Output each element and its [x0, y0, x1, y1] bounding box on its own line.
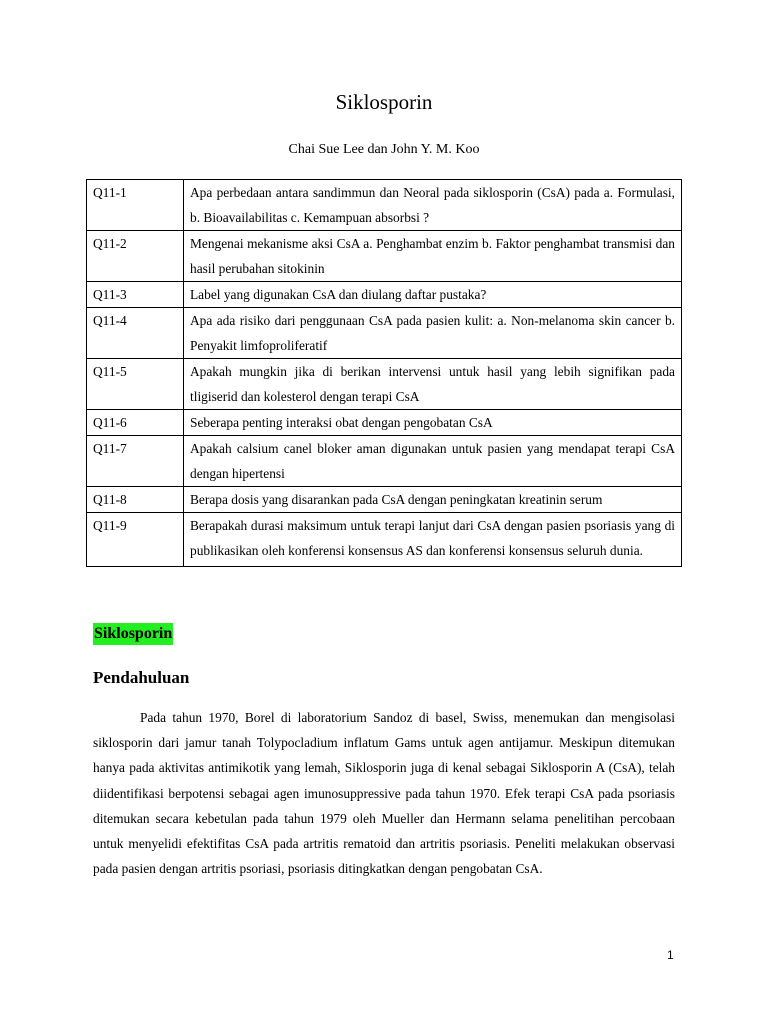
table-row	[87, 487, 682, 513]
question-id: Q11-9	[87, 513, 184, 567]
question-text: Label yang digunakan CsA dan diulang daftar pustaka?	[184, 282, 682, 308]
question-id: Q11-4	[87, 308, 184, 359]
question-id: Q11-2	[87, 231, 184, 282]
page-number: 1	[667, 948, 674, 962]
question-id: Q11-3	[87, 282, 184, 308]
body-paragraph: Pada tahun 1970, Borel di laboratorium Sandoz di basel, Swiss, menemukan dan mengisolasi siklosporin dari jamur tanah Tolypocladium inflatum Gams untuk agen antijamur. Meskipun ditemukan hanya pada aktivitas antimikotik yang lemah, Siklosporin juga di kenal sebagai Siklosporin A (CsA), telah diidentifikasi berpotensi sebagai agen imunosuppressive pada tahun 1970. Efek terapi CsA pada psoriasis ditemukan secara kebetulan pada tahun 1979 oleh Mueller dan Hermann selama penelitihan percobaan untuk menyelidi efektifitas CsA pada artritis rematoid dan artritis psoriasis. Peneliti melakukan observasi pada pasien dengan artritis psoriasi, psoriasis ditingkatkan dengan pengobatan CsA.	[93, 710, 675, 877]
table-row	[87, 436, 682, 487]
table-row	[87, 180, 682, 231]
question-text: Berapakah durasi maksimum untuk terapi lanjut dari CsA dengan pasien psoriasis yang di publikasikan oleh konferensi konsensus AS dan konferensi konsensus seluruh dunia.	[184, 513, 682, 567]
table-row	[87, 308, 682, 359]
question-id: Q11-6	[87, 410, 184, 436]
document-authors: Chai Sue Lee dan John Y. M. Koo	[288, 142, 480, 157]
question-text: Apakah calsium canel bloker aman digunakan untuk pasien yang mendapat terapi CsA dengan hipertensi	[184, 436, 682, 487]
table-row	[87, 410, 682, 436]
question-id: Q11-5	[87, 359, 184, 410]
question-id: Q11-7	[87, 436, 184, 487]
question-text: Mengenai mekanisme aksi CsA a. Penghambat enzim b. Faktor penghambat transmisi dan hasil perubahan sitokinin	[184, 231, 682, 282]
document-title: Siklosporin	[335, 90, 433, 114]
question-text: Apa ada risiko dari penggunaan CsA pada pasien kulit: a. Non-melanoma skin cancer b. Penyakit limfoproliferatif	[184, 308, 682, 359]
table-row	[87, 231, 682, 282]
subheading: Pendahuluan	[93, 668, 190, 687]
section-heading: Siklosporin	[93, 623, 173, 645]
question-text: Apa perbedaan antara sandimmun dan Neoral pada siklosporin (CsA) pada a. Formulasi, b. Bioavailabilitas c. Kemampuan absorbsi ?	[184, 180, 682, 231]
question-id: Q11-8	[87, 487, 184, 513]
question-text: Apakah mungkin jika di berikan intervensi untuk hasil yang lebih signifikan pada tligiserid dan kolesterol dengan terapi CsA	[184, 359, 682, 410]
table-row	[87, 359, 682, 410]
table-row	[87, 513, 682, 567]
question-text: Berapa dosis yang disarankan pada CsA dengan peningkatan kreatinin serum	[184, 487, 682, 513]
questions-table	[86, 179, 682, 567]
question-text: Seberapa penting interaksi obat dengan pengobatan CsA	[184, 410, 682, 436]
question-id: Q11-1	[87, 180, 184, 231]
table-row	[87, 282, 682, 308]
